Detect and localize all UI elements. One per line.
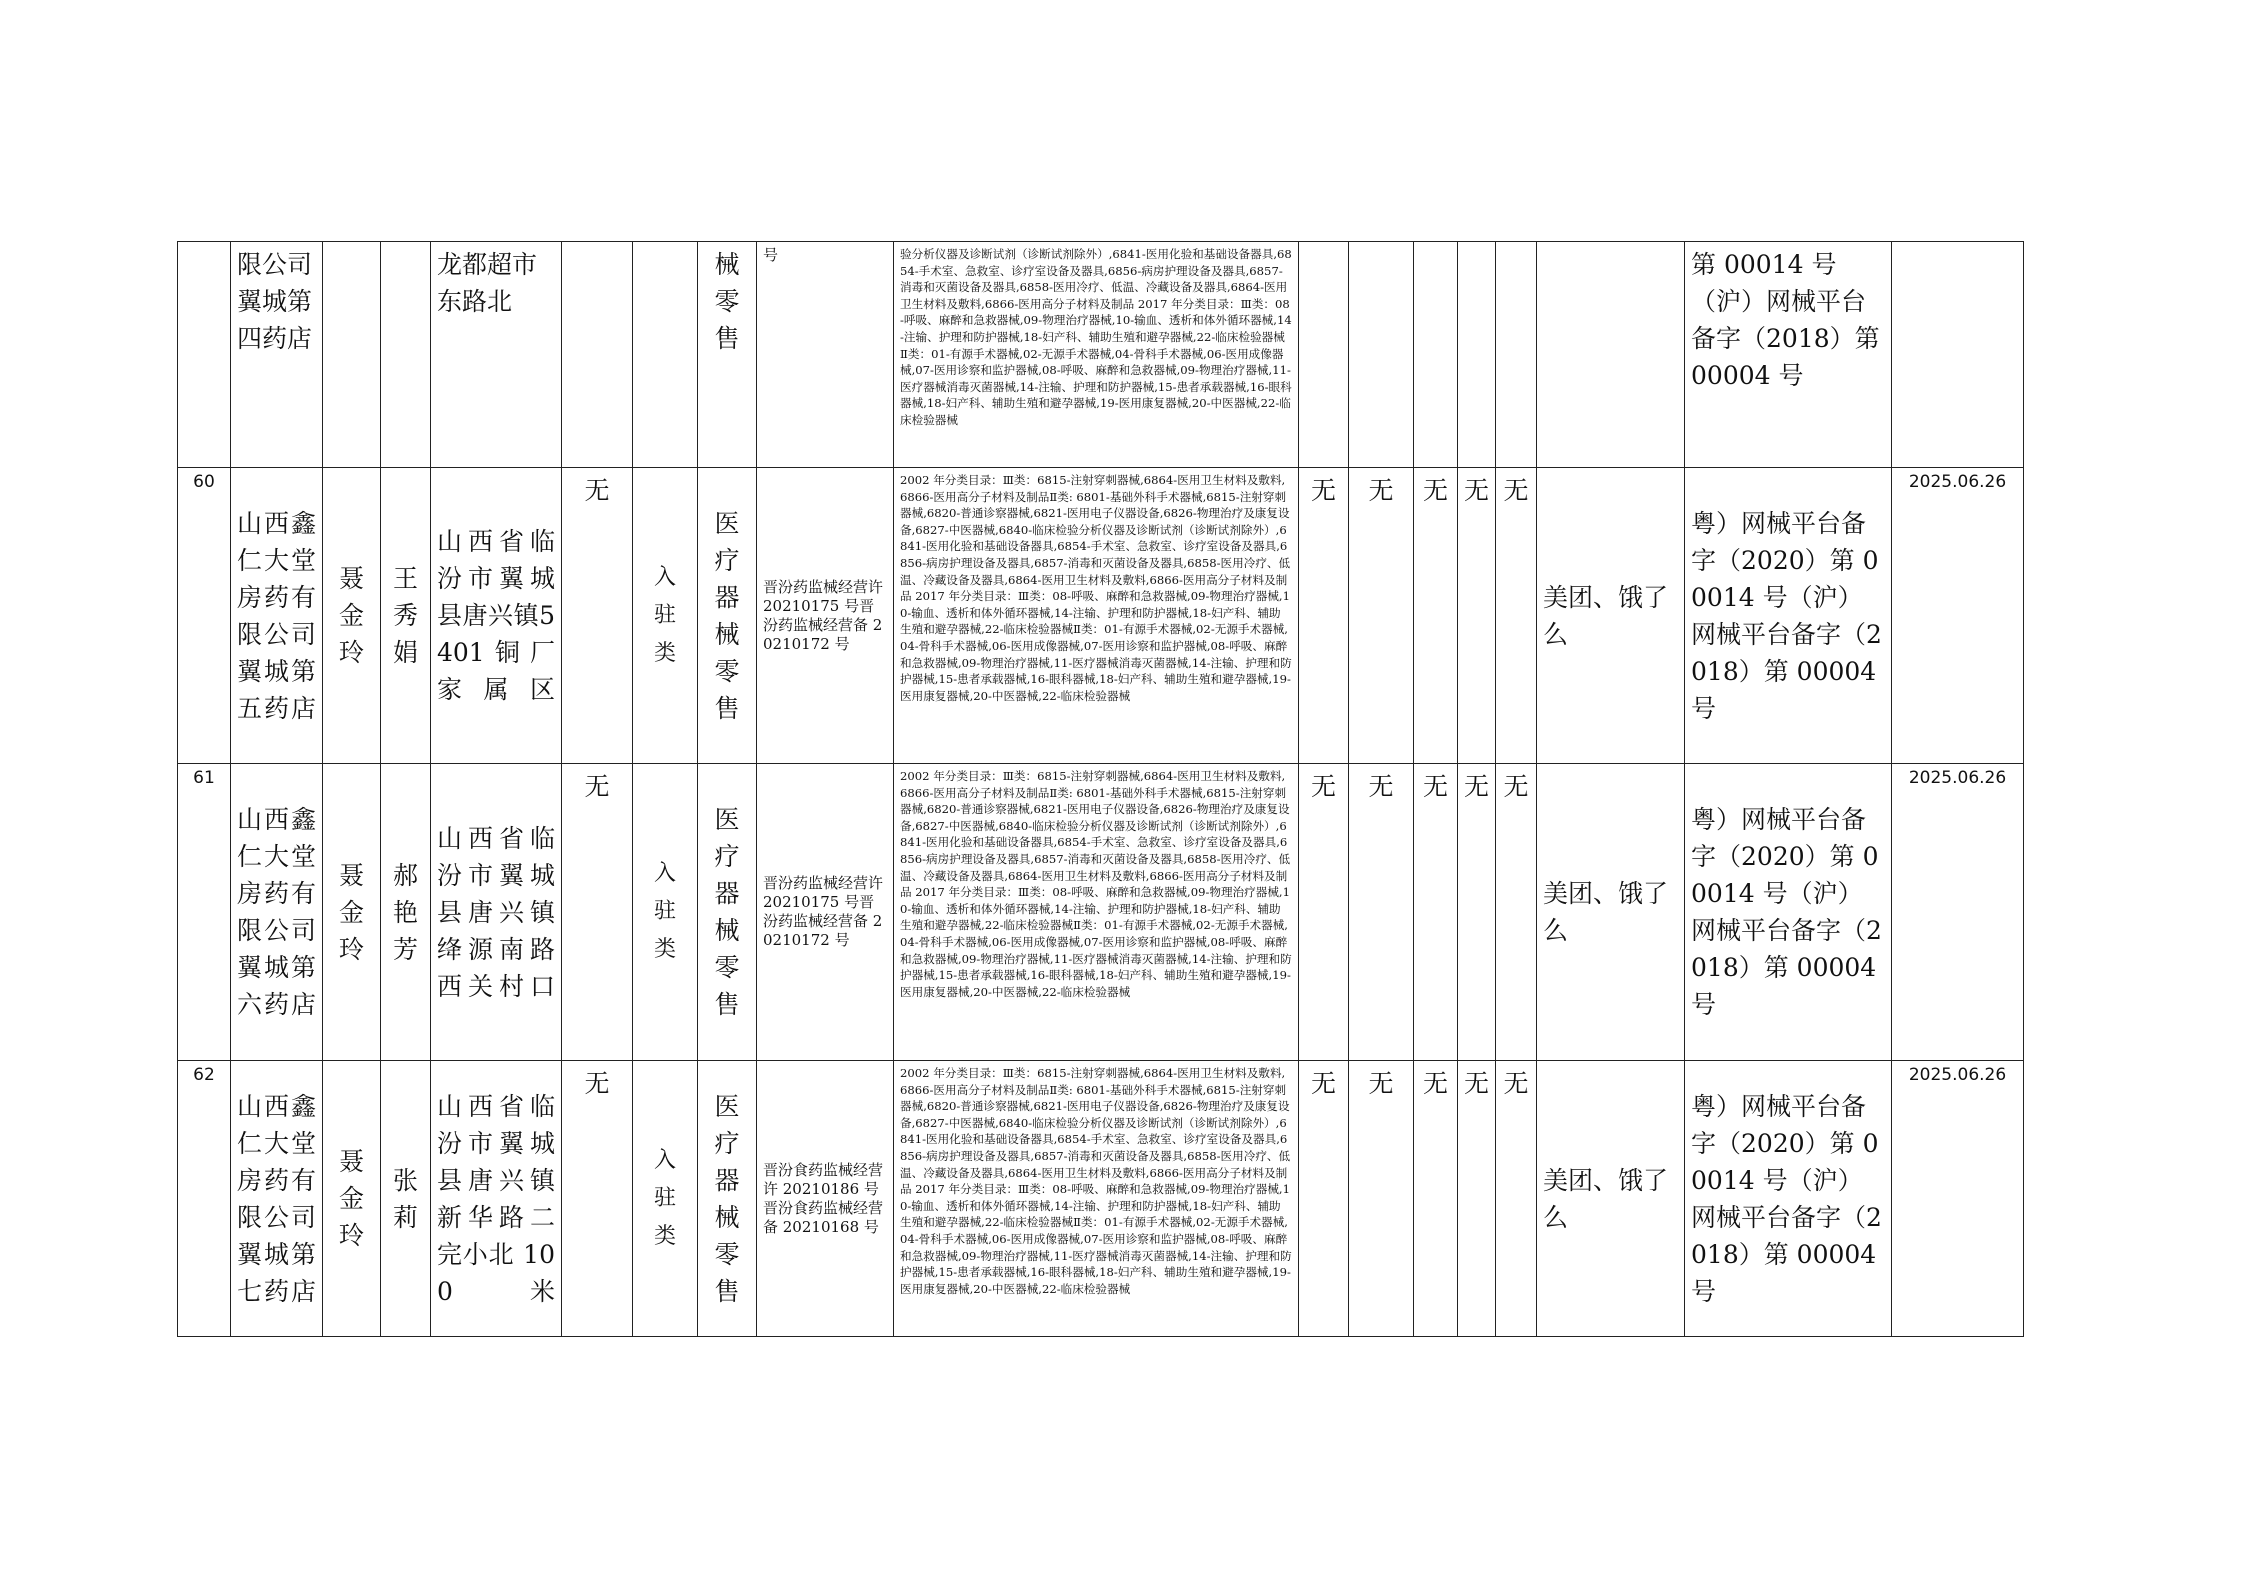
entry-type: 入驻类 — [653, 861, 676, 962]
license-number: 晋汾食药监械经营许 20210186 号晋汾食药监械经营备 20210168 号 — [757, 1061, 894, 1337]
entry-type: 入驻类 — [653, 1147, 676, 1249]
quality-manager: 王秀娟 — [392, 564, 418, 667]
platform-name: 美团、饿了么 — [1537, 468, 1685, 764]
platform-record: 第 00014 号（沪）网械平台备字（2018）第 00004 号 — [1685, 242, 1892, 468]
platform-record: 粤）网械平台备字（2020）第 00014 号（沪）网械平台备字（2018）第 00004 号 — [1685, 1061, 1892, 1337]
field-4 — [1458, 242, 1496, 468]
platform-record: 粤）网械平台备字（2020）第 00014 号（沪）网械平台备字（2018）第 00004 号 — [1685, 764, 1892, 1061]
business-mode: 械零售 — [714, 250, 740, 353]
quality-manager — [381, 242, 431, 468]
field-5: 无 — [1496, 1061, 1537, 1337]
field-3 — [1414, 242, 1458, 468]
field-5: 无 — [1496, 764, 1537, 1061]
date — [1892, 242, 2024, 468]
col5-value: 无 — [562, 1061, 633, 1337]
address: 山西省临汾市翼城县唐兴镇5401铜厂家属区 — [431, 468, 562, 764]
company-name: 山西鑫仁大堂房药有限公司翼城第七药店 — [231, 1061, 323, 1337]
field-3: 无 — [1414, 468, 1458, 764]
field-5 — [1496, 242, 1537, 468]
entry-type — [633, 242, 698, 468]
license-number: 号 — [757, 242, 894, 468]
field-2 — [1349, 242, 1414, 468]
platform-record: 粤）网械平台备字（2020）第 00014 号（沪）网械平台备字（2018）第 00004 号 — [1685, 468, 1892, 764]
platform-name: 美团、饿了么 — [1537, 764, 1685, 1061]
license-number: 晋汾药监械经营许 20210175 号晋汾药监械经营备 20210172 号 — [757, 764, 894, 1061]
row-number: 60 — [178, 468, 231, 764]
field-1: 无 — [1299, 1061, 1349, 1337]
company-name: 限公司翼城第四药店 — [231, 242, 323, 468]
registry-table — [177, 241, 2024, 1337]
business-scope: 2002 年分类目录：Ⅲ类：6815-注射穿刺器械,6864-医用卫生材料及敷料,6866-医用高分子材料及制品Ⅱ类: 6801-基础外科手术器械,6815-注射穿刺器械,6820-普通诊察器械,6821-医用电子仪器设备,6826-物理治疗及康复设备,6827-中医器械,6840-临床检验分析仪器及诊断试剂（诊断试剂除外）,6841-医用化验和基础设备器具,6854-手术室、急救室、诊疗室设备及器具,6856-病房护理设备及器具,6857-消毒和灭菌设备及器具,6858-医用冷疗、低温、冷藏设备及器具,6864-医用卫生材料及敷料,6866-医用高分子材料及制品 2017 年分类目录：Ⅲ类：08-呼吸、麻醉和急救器械,09-物理治疗器械,10-输血、透析和体外循环器械,14-注输、护理和防护器械,18-妇产科、辅助生殖和避孕器械,22-临床检验器械Ⅱ类：01-有源手术器械,02-无源手术器械,04-骨科手术器械,06-医用成像器械,07-医用诊察和监护器械,08-呼吸、麻醉和急救器械,09-物理治疗器械,11-医疗器械消毒灭菌器械,14-注输、护理和防护器械,15-患者承载器械,16-眼科器械,18-妇产科、辅助生殖和避孕器械,19-医用康复器械,20-中医器械,22-临床检验器械 — [894, 764, 1299, 1061]
field-4: 无 — [1458, 1061, 1496, 1337]
date: 2025.06.26 — [1892, 1061, 2024, 1337]
field-5: 无 — [1496, 468, 1537, 764]
row-number: 61 — [178, 764, 231, 1061]
platform-name: 美团、饿了么 — [1537, 1061, 1685, 1337]
field-1 — [1299, 242, 1349, 468]
table-row — [178, 468, 2024, 764]
business-mode: 医疗器械零售 — [714, 508, 740, 723]
company-name: 山西鑫仁大堂房药有限公司翼城第五药店 — [231, 468, 323, 764]
legal-rep — [323, 242, 381, 468]
business-scope: 验分析仪器及诊断试剂（诊断试剂除外）,6841-医用化验和基础设备器具,6854-手术室、急救室、诊疗室设备及器具,6856-病房护理设备及器具,6857-消毒和灭菌设备及器具,6858-医用冷疗、低温、冷藏设备及器具,6864-医用卫生材料及敷料,6866-医用高分子材料及制品 2017 年分类目录：Ⅲ类：08-呼吸、麻醉和急救器械,09-物理治疗器械,10-输血、透析和体外循环器械,14-注输、护理和防护器械,18-妇产科、辅助生殖和避孕器械,22-临床检验器械Ⅱ类：01-有源手术器械,02-无源手术器械,04-骨科手术器械,06-医用成像器械,07-医用诊察和监护器械,08-呼吸、麻醉和急救器械,09-物理治疗器械,11-医疗器械消毒灭菌器械,14-注输、护理和防护器械,15-患者承载器械,16-眼科器械,18-妇产科、辅助生殖和避孕器械,19-医用康复器械,20-中医器械,22-临床检验器械 — [894, 242, 1299, 468]
business-scope: 2002 年分类目录：Ⅲ类：6815-注射穿刺器械,6864-医用卫生材料及敷料,6866-医用高分子材料及制品Ⅱ类: 6801-基础外科手术器械,6815-注射穿刺器械,6820-普通诊察器械,6821-医用电子仪器设备,6826-物理治疗及康复设备,6827-中医器械,6840-临床检验分析仪器及诊断试剂（诊断试剂除外）,6841-医用化验和基础设备器具,6854-手术室、急救室、诊疗室设备及器具,6856-病房护理设备及器具,6857-消毒和灭菌设备及器具,6858-医用冷疗、低温、冷藏设备及器具,6864-医用卫生材料及敷料,6866-医用高分子材料及制品 2017 年分类目录：Ⅲ类：08-呼吸、麻醉和急救器械,09-物理治疗器械,10-输血、透析和体外循环器械,14-注输、护理和防护器械,18-妇产科、辅助生殖和避孕器械,22-临床检验器械Ⅱ类：01-有源手术器械,02-无源手术器械,04-骨科手术器械,06-医用成像器械,07-医用诊察和监护器械,08-呼吸、麻醉和急救器械,09-物理治疗器械,11-医疗器械消毒灭菌器械,14-注输、护理和防护器械,15-患者承载器械,16-眼科器械,18-妇产科、辅助生殖和避孕器械,19-医用康复器械,20-中医器械,22-临床检验器械 — [894, 468, 1299, 764]
field-4: 无 — [1458, 764, 1496, 1061]
table-row — [178, 1061, 2024, 1337]
entry-type: 入驻类 — [653, 564, 676, 666]
row-number: 62 — [178, 1061, 231, 1337]
license-number: 晋汾药监械经营许 20210175 号晋汾药监械经营备 20210172 号 — [757, 468, 894, 764]
field-1: 无 — [1299, 468, 1349, 764]
company-name: 山西鑫仁大堂房药有限公司翼城第六药店 — [231, 764, 323, 1061]
date: 2025.06.26 — [1892, 468, 2024, 764]
address: 龙都超市东路北 — [431, 242, 562, 468]
legal-rep: 聂金玲 — [338, 860, 364, 964]
col5-value: 无 — [562, 764, 633, 1061]
table-row — [178, 242, 2024, 468]
field-3: 无 — [1414, 764, 1458, 1061]
legal-rep: 聂金玲 — [338, 564, 364, 667]
field-4: 无 — [1458, 468, 1496, 764]
field-2: 无 — [1349, 468, 1414, 764]
business-scope: 2002 年分类目录：Ⅲ类：6815-注射穿刺器械,6864-医用卫生材料及敷料,6866-医用高分子材料及制品Ⅱ类: 6801-基础外科手术器械,6815-注射穿刺器械,6820-普通诊察器械,6821-医用电子仪器设备,6826-物理治疗及康复设备,6827-中医器械,6840-临床检验分析仪器及诊断试剂（诊断试剂除外）,6841-医用化验和基础设备器具,6854-手术室、急救室、诊疗室设备及器具,6856-病房护理设备及器具,6857-消毒和灭菌设备及器具,6858-医用冷疗、低温、冷藏设备及器具,6864-医用卫生材料及敷料,6866-医用高分子材料及制品 2017 年分类目录：Ⅲ类：08-呼吸、麻醉和急救器械,09-物理治疗器械,10-输血、透析和体外循环器械,14-注输、护理和防护器械,18-妇产科、辅助生殖和避孕器械,22-临床检验器械Ⅱ类：01-有源手术器械,02-无源手术器械,04-骨科手术器械,06-医用成像器械,07-医用诊察和监护器械,08-呼吸、麻醉和急救器械,09-物理治疗器械,11-医疗器械消毒灭菌器械,14-注输、护理和防护器械,15-患者承载器械,16-眼科器械,18-妇产科、辅助生殖和避孕器械,19-医用康复器械,20-中医器械,22-临床检验器械 — [894, 1061, 1299, 1337]
legal-rep: 聂金玲 — [338, 1147, 364, 1250]
quality-manager: 郝艳芳 — [392, 860, 418, 964]
col5-value: 无 — [562, 468, 633, 764]
platform-name — [1537, 242, 1685, 468]
field-2: 无 — [1349, 764, 1414, 1061]
quality-manager: 张莉 — [392, 1165, 418, 1232]
field-3: 无 — [1414, 1061, 1458, 1337]
col5-value — [562, 242, 633, 468]
field-1: 无 — [1299, 764, 1349, 1061]
business-mode: 医疗器械零售 — [714, 805, 740, 1019]
field-2: 无 — [1349, 1061, 1414, 1337]
row-number — [178, 242, 231, 468]
address: 山西省临汾市翼城县唐兴镇新华路二完小北 100 米 — [431, 1061, 562, 1337]
date: 2025.06.26 — [1892, 764, 2024, 1061]
business-mode: 医疗器械零售 — [714, 1091, 740, 1306]
table-row — [178, 764, 2024, 1061]
address: 山西省临汾市翼城县唐兴镇绛源南路西关村口 — [431, 764, 562, 1061]
